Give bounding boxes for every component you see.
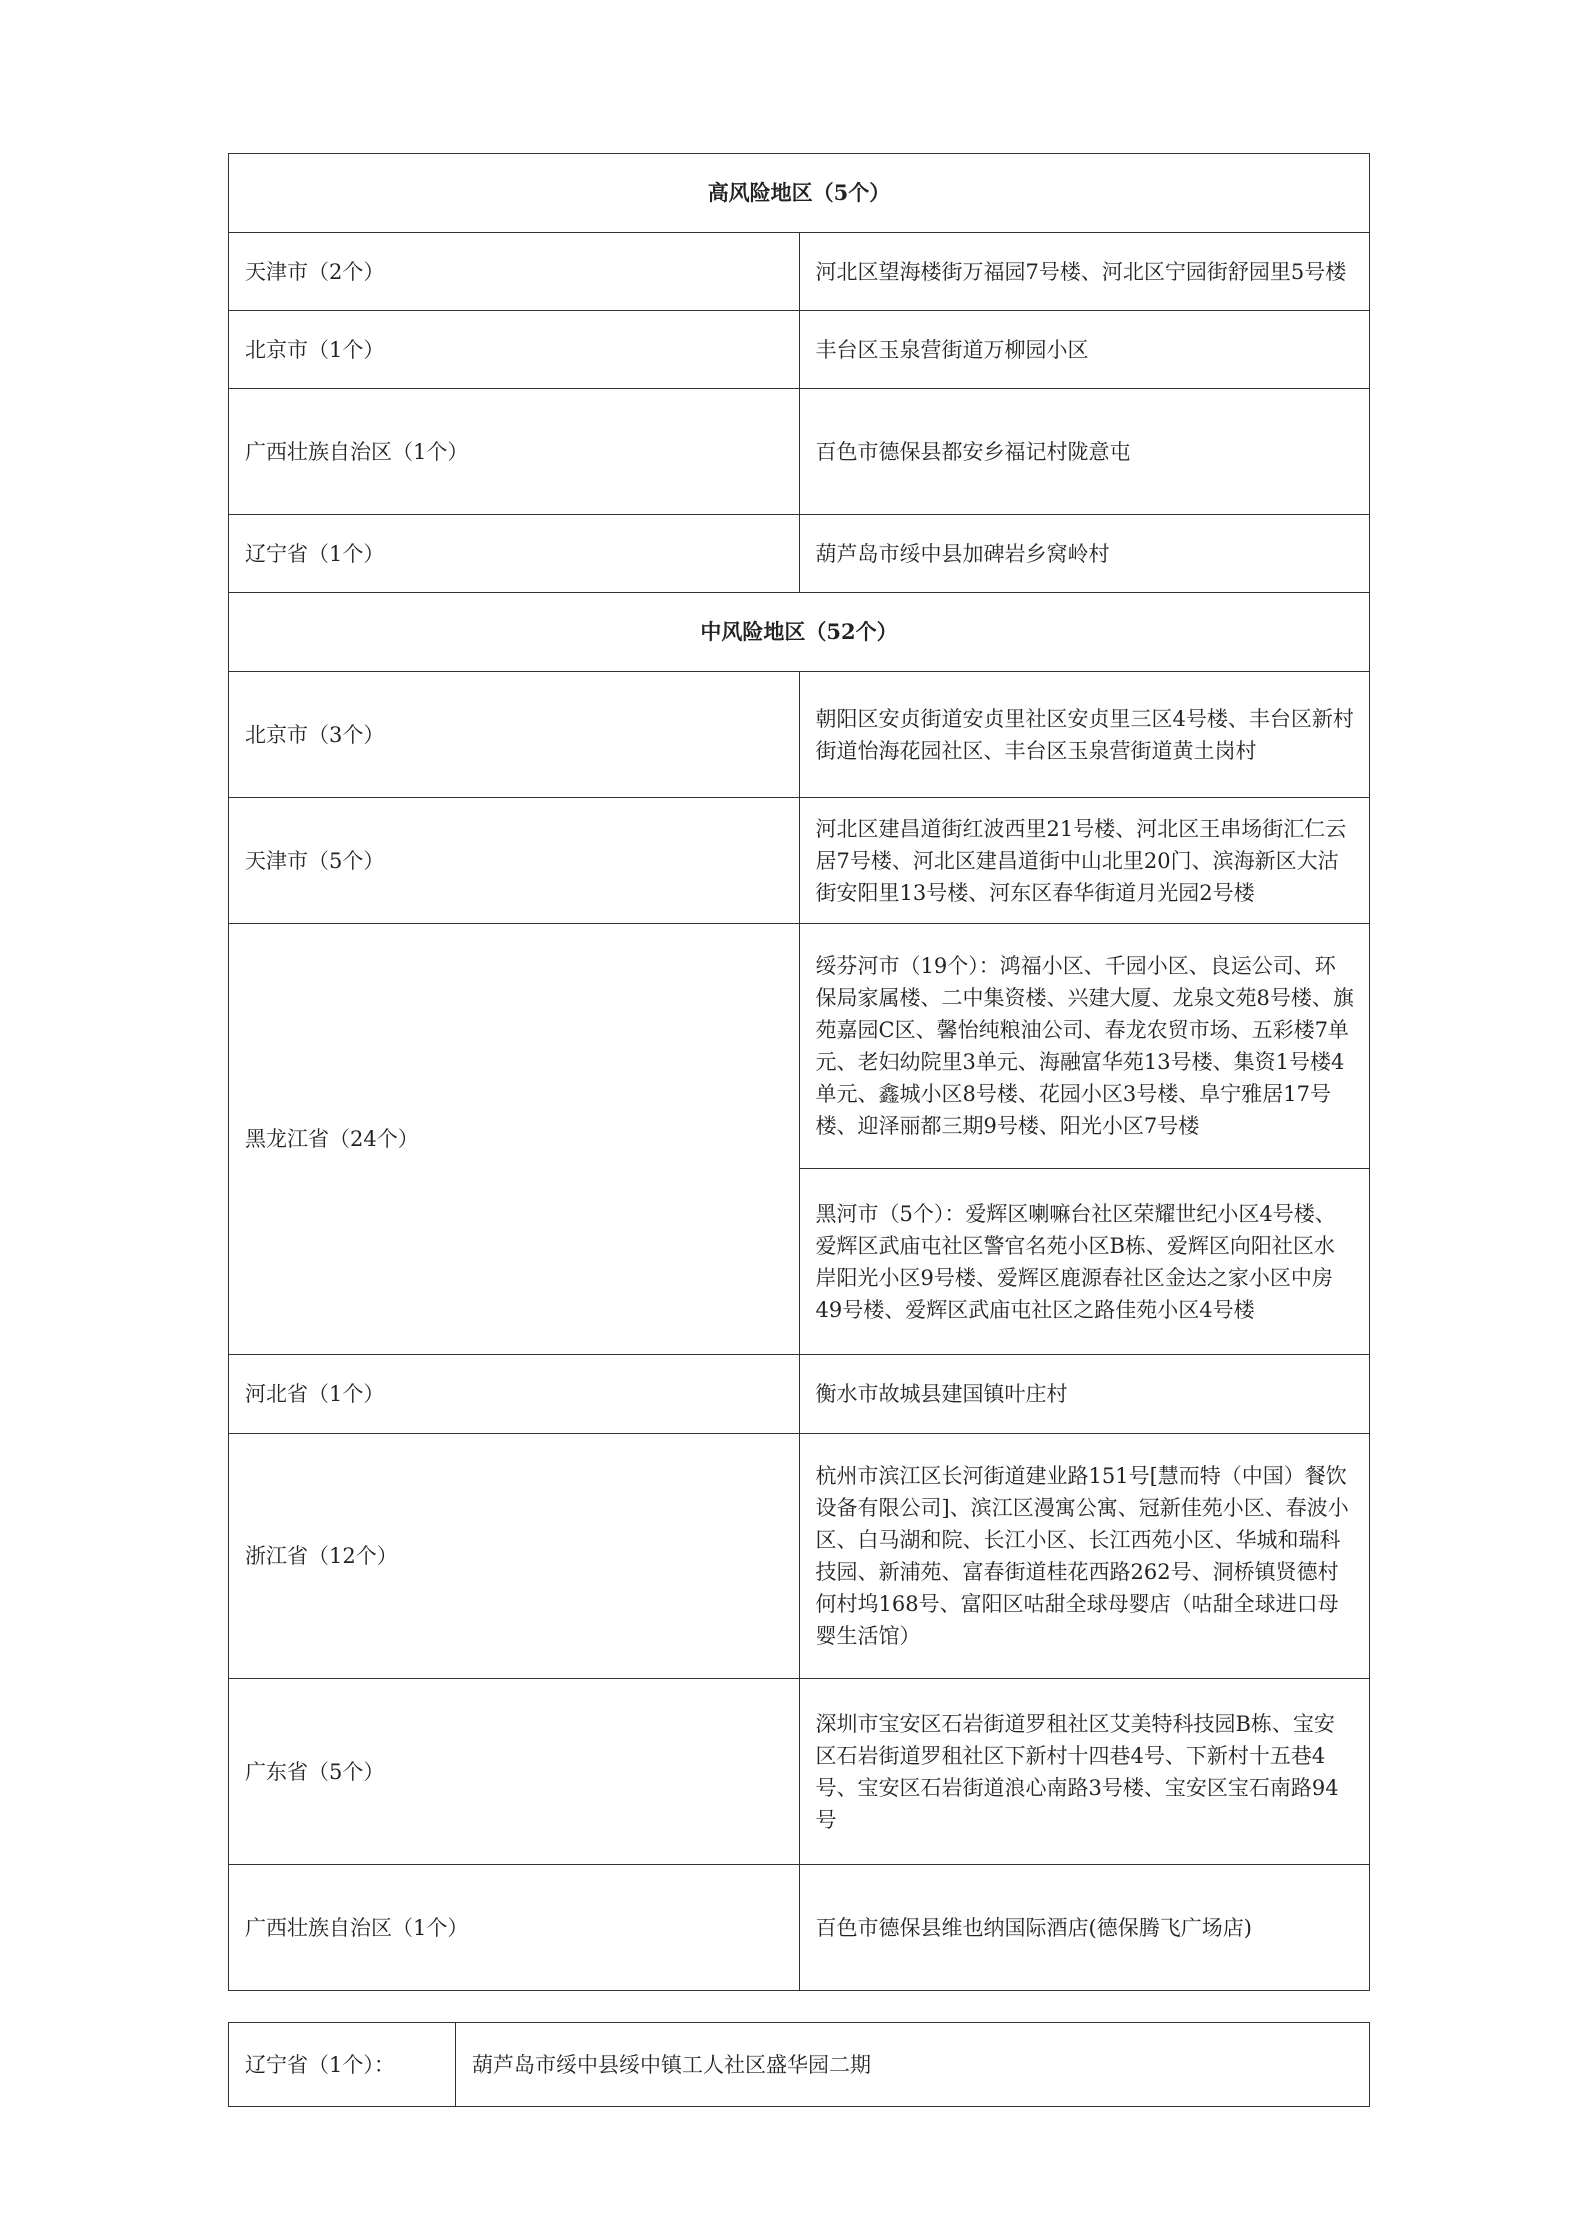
table-row [229,924,1370,1169]
medium-risk-heading: 中风险地区（52个） [229,593,1370,672]
region-cell: 广东省（5个） [229,1679,800,1865]
detail-cell: 杭州市滨江区长河街道建业路151号[慧而特（中国）餐饮设备有限公司]、滨江区漫寓公寓、冠新佳苑小区、春波小区、白马湖和院、长江小区、长江西苑小区、华城和瑞科技园、新浦苑、富春街道桂花西路262号、洞桥镇贤德村何村坞168号、富阳区咕甜全球母婴店（咕甜全球进口母婴生活馆） [799,1434,1370,1679]
detail-cell: 丰台区玉泉营街道万柳园小区 [799,311,1370,389]
table-row [229,1865,1370,1991]
high-risk-heading: 高风险地区（5个） [229,154,1370,233]
table-row [229,1679,1370,1865]
region-cell: 黑龙江省（24个） [229,924,800,1355]
region-cell: 辽宁省（1个）： [229,2023,456,2107]
table-row [229,672,1370,798]
detail-cell: 黑河市（5个）：爱辉区喇嘛台社区荣耀世纪小区4号楼、爱辉区武庙屯社区警官名苑小区B栋、爱辉区向阳社区水岸阳光小区9号楼、爱辉区鹿源春社区金达之家小区中房49号楼、爱辉区武庙屯社区之路佳苑小区4号楼 [799,1169,1370,1355]
table-row [229,1355,1370,1434]
region-cell: 浙江省（12个） [229,1434,800,1679]
detail-cell: 绥芬河市（19个）：鸿福小区、千园小区、良运公司、环保局家属楼、二中集资楼、兴建大厦、龙泉文苑8号楼、旗苑嘉园C区、馨怡纯粮油公司、春龙农贸市场、五彩楼7单元、老妇幼院里3单元、海融富华苑13号楼、集资1号楼4单元、鑫城小区8号楼、花园小区3号楼、阜宁雅居17号楼、迎泽丽都三期9号楼、阳光小区7号楼 [799,924,1370,1169]
region-cell: 广西壮族自治区（1个） [229,1865,800,1991]
table-row [229,1434,1370,1679]
detail-cell: 深圳市宝安区石岩街道罗租社区艾美特科技园B栋、宝安区石岩街道罗租社区下新村十四巷4号、下新村十五巷4号、宝安区石岩街道浪心南路3号楼、宝安区宝石南路94号 [799,1679,1370,1865]
detail-cell: 百色市德保县都安乡福记村陇意屯 [799,389,1370,515]
region-cell: 天津市（5个） [229,798,800,924]
region-cell: 天津市（2个） [229,233,800,311]
detail-cell: 葫芦岛市绥中县加碑岩乡窝岭村 [799,515,1370,593]
detail-cell: 百色市德保县维也纳国际酒店(德保腾飞广场店) [799,1865,1370,1991]
region-cell: 辽宁省（1个） [229,515,800,593]
region-cell: 河北省（1个） [229,1355,800,1434]
table-row [229,233,1370,311]
detail-cell: 朝阳区安贞街道安贞里社区安贞里三区4号楼、丰台区新村街道怡海花园社区、丰台区玉泉营街道黄土岗村 [799,672,1370,798]
table-row [229,389,1370,515]
table-row [229,311,1370,389]
table-row [229,593,1370,672]
detail-cell: 河北区望海楼街万福园7号楼、河北区宁园街舒园里5号楼 [799,233,1370,311]
detail-cell: 河北区建昌道街红波西里21号楼、河北区王串场街汇仁云居7号楼、河北区建昌道街中山北里20门、滨海新区大沽街安阳里13号楼、河东区春华街道月光园2号楼 [799,798,1370,924]
table-row [229,798,1370,924]
detail-cell: 衡水市故城县建国镇叶庄村 [799,1355,1370,1434]
continuation-table [228,2022,1370,2107]
region-cell: 北京市（3个） [229,672,800,798]
table-row [229,2023,1370,2107]
table-row [229,154,1370,233]
risk-area-table [228,153,1370,1991]
region-cell: 广西壮族自治区（1个） [229,389,800,515]
region-cell: 北京市（1个） [229,311,800,389]
table-row [229,515,1370,593]
detail-cell: 葫芦岛市绥中县绥中镇工人社区盛华园二期 [456,2023,1370,2107]
